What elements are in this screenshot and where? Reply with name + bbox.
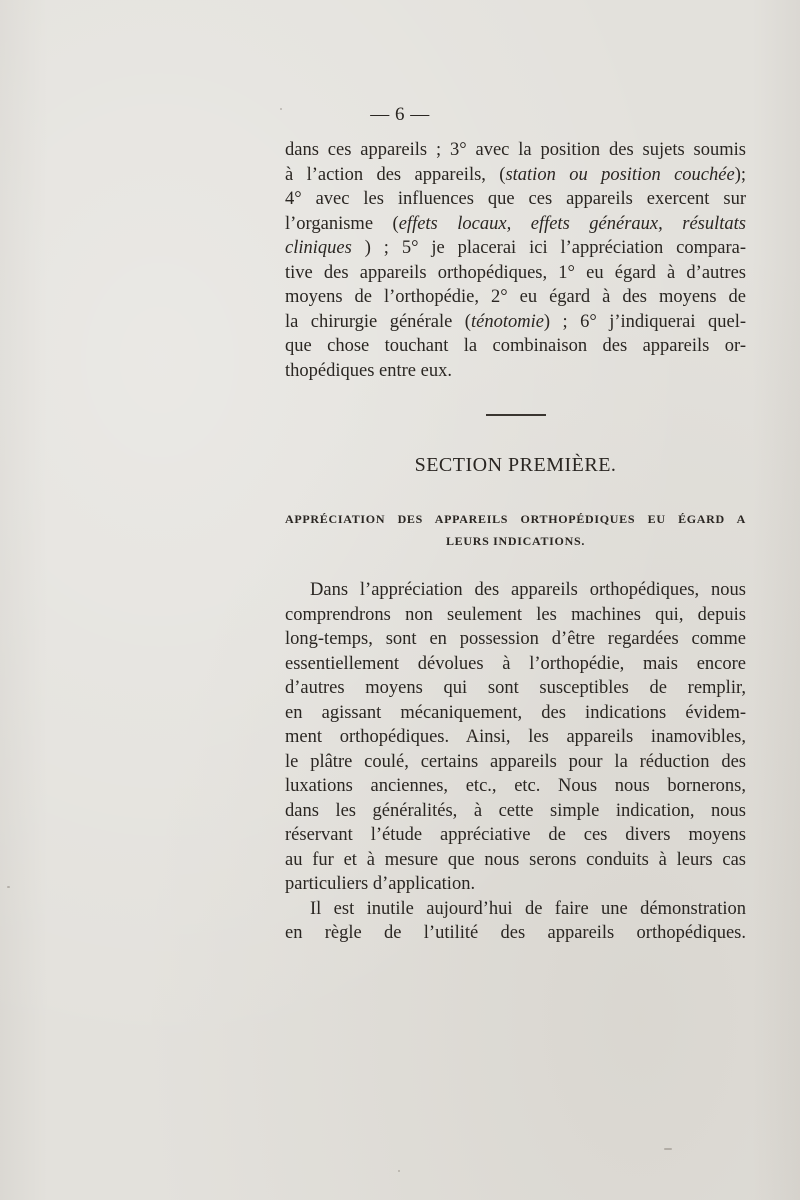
text-run: que chose touchant la combinaison des appareils or- (285, 336, 746, 356)
text-line: en agissant mécaniquement, des indications évidem- (285, 702, 746, 723)
text-line (285, 236, 746, 261)
intro-paragraph (285, 138, 746, 383)
body-paragraph (285, 578, 746, 946)
text-run: tive des appareils orthopédiques, 1° eu égard à d’autres (285, 262, 746, 283)
section-title: SECTION PREMIÈRE. (414, 454, 617, 476)
italic-text: station ou position couchée (505, 164, 735, 185)
paper-speck (280, 108, 282, 110)
text-line: en règle de l’utilité des appareils orthopédiques. (285, 923, 746, 943)
text-run: dans ces appareils ; 3° avec la position des sujets soumis (285, 140, 746, 160)
text-line: réservant l’étude appréciative de ces divers moyens (285, 825, 746, 845)
text-run: ) ; 5° je placerai ici l’appréciation compara- (351, 238, 746, 258)
text-run: moyens de l’orthopédie, 2° eu égard à des moyens de (285, 287, 746, 307)
text-line (285, 212, 746, 237)
text-line: essentiellement dévolues à l’orthopédie, mais encore (285, 653, 746, 674)
text-line (285, 285, 746, 310)
paper-speck (398, 1170, 400, 1172)
text-run: à l’action des appareils, ( (285, 164, 506, 185)
italic-text: ténotomie (470, 311, 544, 332)
text-run: la chirurgie générale ( (285, 311, 471, 332)
text-line: le plâtre coulé, certains appareils pour la réduction des (285, 751, 746, 772)
text-line: dans les généralités, à cette simple indication, nous (285, 800, 746, 821)
section-divider (486, 414, 546, 416)
text-line: Il est inutile aujourd’hui de faire une démonstration (310, 898, 746, 919)
text-line (285, 334, 746, 359)
text-line: au fur et à mesure que nous serons conduits à leurs cas (285, 849, 746, 870)
paper-speck (7, 886, 10, 888)
text-line: long-temps, sont en possession d’être regardées comme (285, 629, 746, 649)
italic-text: cliniques (285, 238, 352, 258)
text-line: d’autres moyens qui sont susceptibles de remplir, (285, 678, 746, 698)
text-line (285, 187, 746, 212)
paper-speck (664, 1148, 672, 1150)
subtitle-line: APPRÉCIATION DES APPAREILS ORTHOPÉDIQUES EU ÉGARD A (285, 512, 746, 526)
text-line (285, 163, 746, 188)
text-line: comprendrons non seulement les machines qui, depuis (285, 604, 746, 625)
text-line: particuliers d’application. (285, 874, 476, 894)
text-run: ) ; 6° j’indiquerai quel- (543, 311, 746, 332)
text-line (285, 138, 746, 163)
text-line: luxations anciennes, etc., etc. Nous nous bornerons, (285, 776, 746, 796)
text-line (285, 310, 746, 335)
section-subtitle (285, 508, 746, 552)
text-run: l’organisme ( (285, 213, 399, 234)
text-run: ); (734, 164, 746, 185)
text-line (285, 359, 746, 384)
text-line: Dans l’appréciation des appareils orthopédiques, nous (310, 580, 746, 600)
text-line: ment orthopédiques. Ainsi, les appareils inamovibles, (285, 727, 746, 747)
italic-text: effets locaux, effets généraux, résultats (398, 213, 746, 234)
subtitle-line: LEURS INDICATIONS. (445, 534, 586, 548)
text-run: thopédiques entre eux. (285, 360, 452, 381)
text-line (285, 261, 746, 286)
text-run: 4° avec les influences que ces appareils exercent sur (285, 189, 746, 209)
page-number: — 6 — (370, 104, 430, 125)
